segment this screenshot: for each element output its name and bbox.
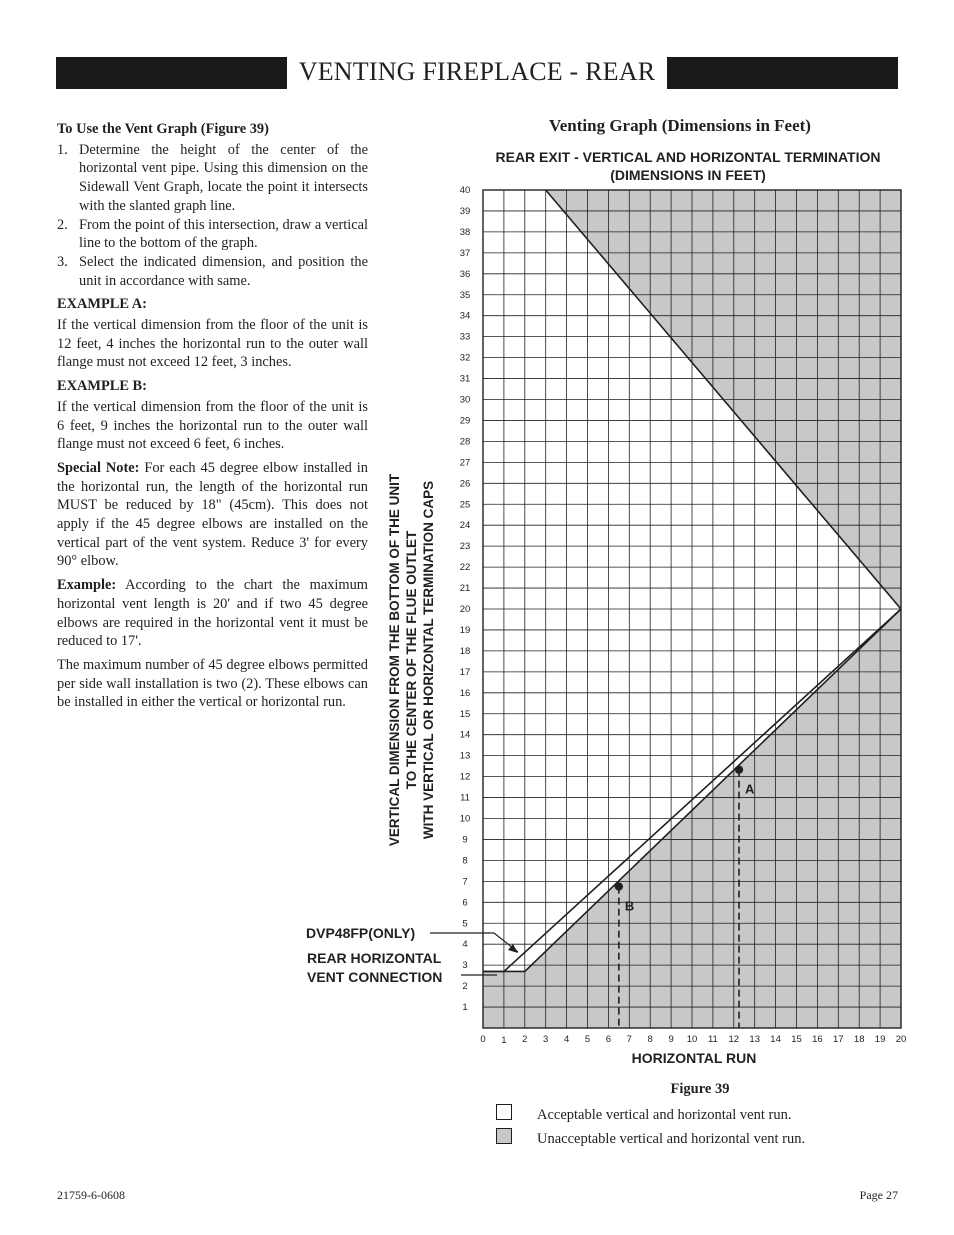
elbow-example-text: According to the chart the maximum horizontal vent length is 20' and if two 45 degree elbows are required in the horizontal vent it must be reduced to 17'. <box>57 577 369 650</box>
y-tick-label: 16 <box>459 687 471 699</box>
instructions-heading: To Use the Vent Graph (Figure 39) <box>57 121 269 137</box>
step-text: Determine the height of the center of the horizontal vent pipe. Using this dimension on the Sidewall Vent Graph, locate the point it intersects with the slanted graph line. <box>79 141 368 214</box>
acceptable-swatch <box>496 1104 512 1120</box>
x-tick-label: 20 <box>895 1034 907 1045</box>
y-tick-label: 20 <box>459 604 471 615</box>
y-tick-label: 31 <box>459 373 471 385</box>
dvp48fp-callout: DVP48FP(ONLY) <box>306 925 416 941</box>
x-tick-label: 17 <box>833 1034 844 1045</box>
y-tick-label: 13 <box>459 750 471 762</box>
y-tick-label: 11 <box>460 792 470 804</box>
y-tick-label: 12 <box>459 771 471 783</box>
y-tick-label: 34 <box>459 310 471 322</box>
graph-heading: Venting Graph (Dimensions in Feet) <box>549 116 811 135</box>
chart-title: REAR EXIT - VERTICAL AND HORIZONTAL TERMINATION <box>495 149 881 165</box>
x-tick-label: 2 <box>522 1034 528 1045</box>
y-tick-label: 5 <box>462 918 468 930</box>
y-tick-label: 22 <box>459 562 471 574</box>
y-tick-label: 32 <box>459 352 471 364</box>
rear-horizontal-callout: REAR HORIZONTAL <box>307 950 442 966</box>
y-tick-label: 8 <box>462 855 468 867</box>
example-point-label: A <box>745 781 755 797</box>
x-tick-label: 5 <box>584 1034 591 1045</box>
x-tick-label: 0 <box>480 1034 486 1045</box>
figure-caption: Figure 39 <box>670 1081 730 1097</box>
y-tick-label: 21 <box>459 583 471 595</box>
example-point-b <box>615 882 623 890</box>
y-axis-label-line: TO THE CENTER OF THE FLUE OUTLET <box>404 530 419 790</box>
legend-acceptable: Acceptable vertical and horizontal vent run. <box>537 1107 792 1123</box>
example-b-text: If the vertical dimension from the floor of the unit is 6 feet, 9 inches the horizontal run to the outer wall flange must not exceed 6 feet, 6 inches. <box>57 398 368 453</box>
y-tick-label: 39 <box>459 205 471 217</box>
y-tick-label: 33 <box>459 331 471 343</box>
plot-layer <box>460 185 907 1046</box>
x-tick-label: 3 <box>543 1034 549 1045</box>
elbow-example-label: Example: <box>57 577 117 594</box>
page-number: Page 27 <box>859 1188 898 1202</box>
x-tick-label: 18 <box>853 1034 865 1045</box>
y-tick-label: 19 <box>459 624 471 636</box>
step-text: From the point of this intersection, draw a vertical line to the bottom of the graph. <box>79 216 368 252</box>
example-a-heading: EXAMPLE A: <box>57 296 147 313</box>
x-tick-label: 6 <box>605 1034 612 1045</box>
y-axis-label <box>387 473 436 846</box>
y-tick-label: 40 <box>459 185 471 196</box>
x-tick-label: 10 <box>686 1034 698 1045</box>
special-note-label: Special Note: <box>57 459 140 476</box>
x-tick-label: 13 <box>749 1034 760 1045</box>
legend-unacceptable: Unacceptable vertical and horizontal vent run. <box>537 1131 806 1147</box>
example-b-heading: EXAMPLE B: <box>57 378 147 395</box>
x-tick-label: 4 <box>563 1034 570 1045</box>
page-title: VENTING FIREPLACE - REAR <box>298 57 656 86</box>
example-point-label: B <box>624 898 635 914</box>
x-tick-label: 16 <box>812 1034 823 1045</box>
y-axis-label-line: VERTICAL DIMENSION FROM THE BOTTOM OF THE UNIT <box>387 473 402 847</box>
x-tick-label: 19 <box>874 1034 886 1045</box>
x-tick-label: 14 <box>770 1034 781 1045</box>
y-axis-label-line: WITH VERTICAL OR HORIZONTAL TERMINATION CAPS <box>421 480 436 840</box>
y-tick-label: 14 <box>459 729 471 741</box>
y-tick-label: 18 <box>459 645 471 657</box>
y-tick-label: 15 <box>459 708 471 720</box>
y-tick-label: 23 <box>459 541 471 553</box>
y-tick-label: 6 <box>462 897 468 909</box>
y-tick-label: 26 <box>459 478 471 490</box>
y-tick-label: 1 <box>462 1002 468 1014</box>
y-tick-label: 9 <box>462 834 468 846</box>
chart-subtitle: (DIMENSIONS IN FEET) <box>610 167 766 183</box>
step-number: 1. <box>57 141 68 158</box>
y-tick-label: 25 <box>459 499 471 511</box>
y-tick-label: 2 <box>462 981 468 993</box>
y-tick-label: 35 <box>459 289 471 301</box>
y-tick-label: 4 <box>462 939 468 951</box>
y-tick-label: 17 <box>459 666 471 678</box>
y-tick-label: 3 <box>462 960 468 972</box>
x-tick-label: 12 <box>728 1034 740 1045</box>
y-tick-label: 29 <box>459 415 471 427</box>
y-tick-label: 28 <box>459 436 471 448</box>
y-tick-label: 10 <box>459 813 471 825</box>
unacceptable-swatch <box>496 1128 512 1144</box>
x-tick-label: 9 <box>668 1034 674 1045</box>
y-tick-label: 36 <box>459 268 471 280</box>
x-tick-label: 7 <box>626 1034 632 1045</box>
x-tick-label: 11 <box>707 1034 718 1045</box>
step-number: 2. <box>57 216 68 233</box>
x-tick-label: 1 <box>501 1035 507 1046</box>
x-tick-label: 8 <box>647 1034 653 1045</box>
example-point-a <box>735 765 743 773</box>
y-tick-label: 30 <box>459 394 471 406</box>
example-a-text: If the vertical dimension from the floor of the unit is 12 feet, 4 inches the horizontal run to the outer wall flange must not exceed 12 feet, 3 inches. <box>57 317 368 371</box>
y-tick-label: 27 <box>459 457 471 469</box>
y-tick-label: 24 <box>459 520 471 532</box>
x-axis-label: HORIZONTAL RUN <box>631 1050 757 1066</box>
x-tick-label: 15 <box>791 1034 802 1045</box>
step-text: Select the indicated dimension, and position the unit in accordance with same. <box>79 253 368 289</box>
max-elbows-text: The maximum number of 45 degree elbows permitted per side wall installation is two (2). These elbows can be installed in either the vertical or horizontal run. <box>57 656 368 711</box>
special-note-text: For each 45 degree elbow installed in the horizontal run, the length of the horizontal run MUST be reduced by 18" (45cm). This does not apply if the 45 degree elbows are installed on the vertical part of the vent system. Reduce 3' for every 90° elbow. <box>57 459 368 570</box>
y-tick-label: 7 <box>462 876 468 888</box>
y-tick-label: 38 <box>459 226 471 238</box>
step-number: 3. <box>57 253 68 270</box>
document-number: 21759-6-0608 <box>57 1188 125 1202</box>
y-tick-label: 37 <box>459 247 471 259</box>
vent-connection-callout: VENT CONNECTION <box>307 969 443 985</box>
